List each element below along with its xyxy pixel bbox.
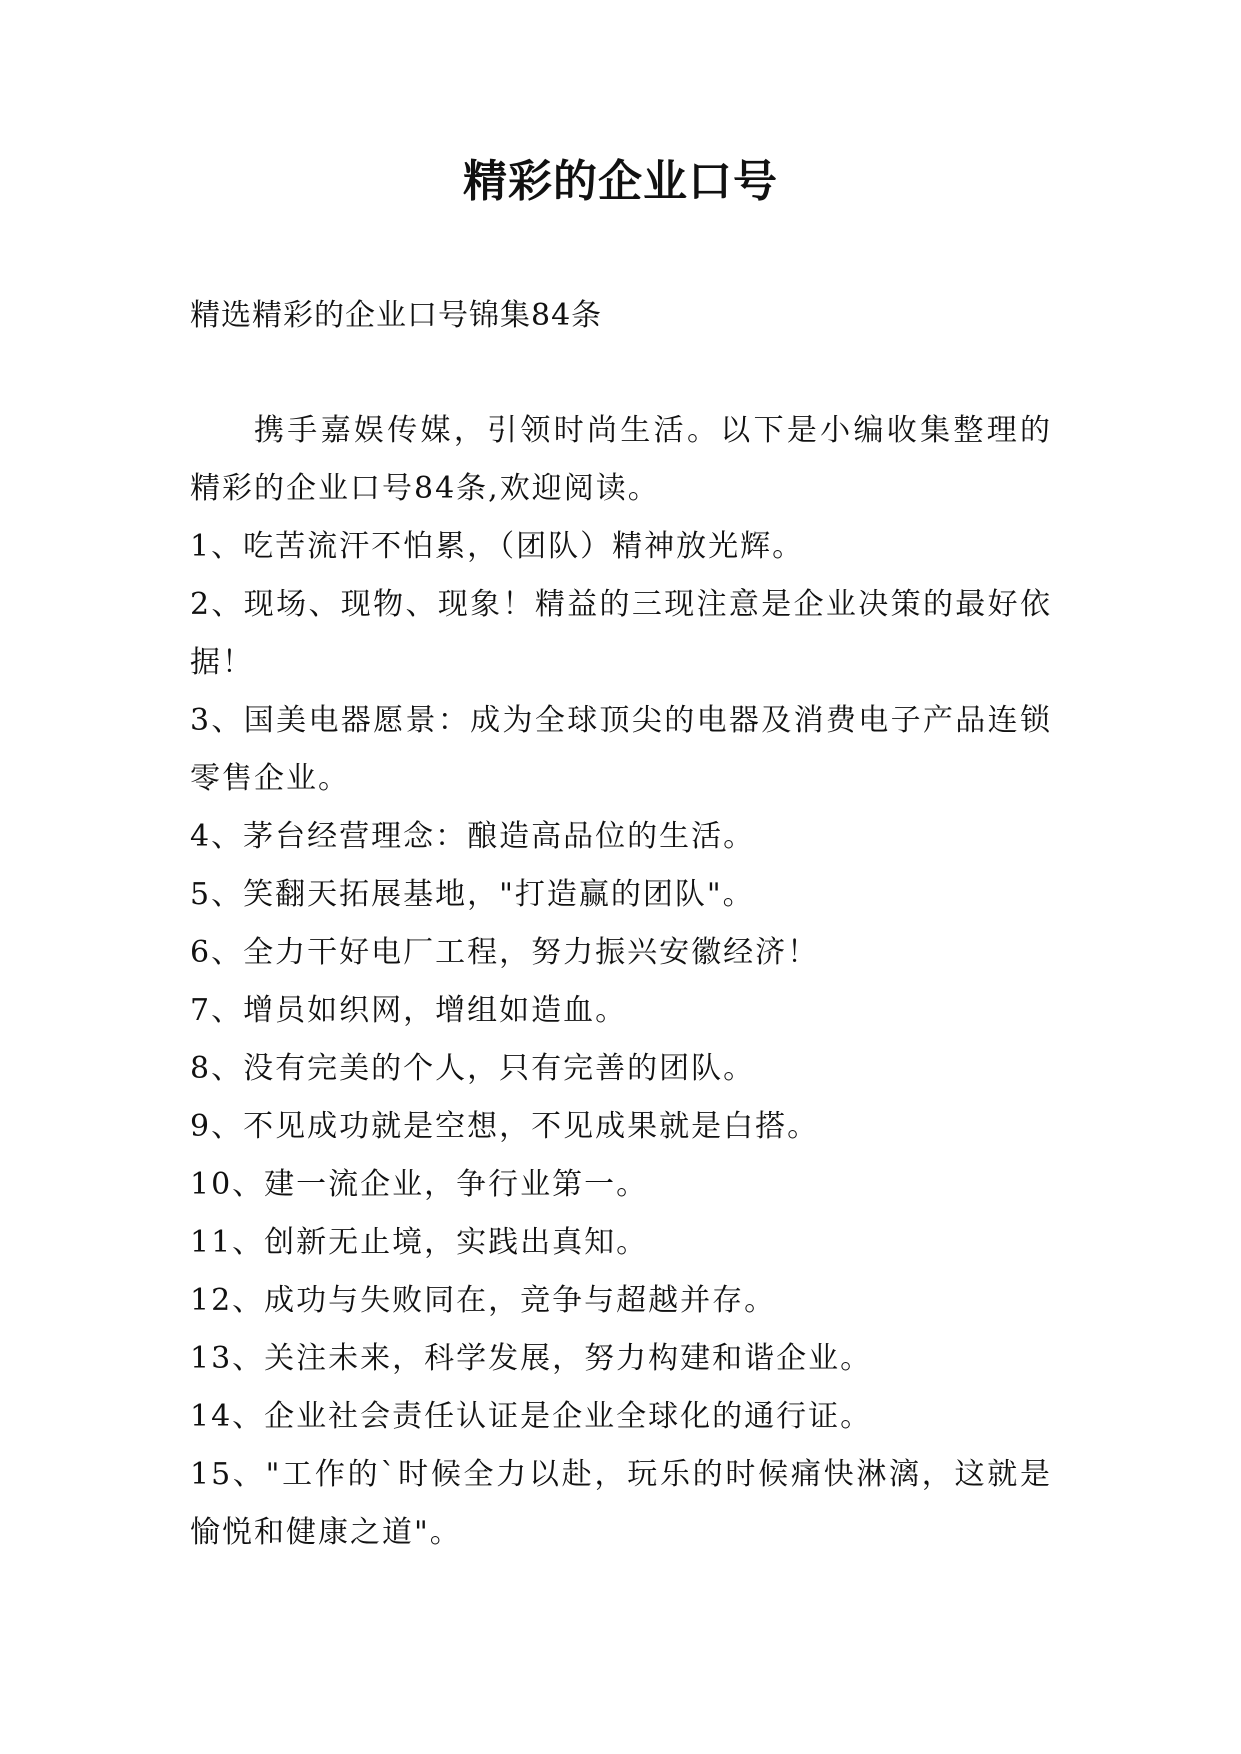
slogan-item-7: 7、增员如织网，增组如造血。 — [190, 993, 628, 1028]
intro-paragraph: 携手嘉娱传媒，引领时尚生活。以下是小编收集整理的精彩的企业口号84条,欢迎阅读。 — [190, 413, 1052, 506]
slogan-item-5: 5、笑翻天拓展基地，"打造赢的团队"。 — [190, 877, 755, 912]
slogan-item-6: 6、全力干好电厂工程，努力振兴安徽经济！ — [190, 935, 820, 970]
slogan-item-11: 11、创新无止境，实践出真知。 — [190, 1225, 649, 1260]
slogan-item-14: 14、企业社会责任认证是企业全球化的通行证。 — [190, 1399, 873, 1434]
slogan-item-3: 3、国美电器愿景：成为全球顶尖的电器及消费电子产品连锁零售企业。 — [190, 703, 1052, 796]
slogan-item-12: 12、成功与失败同在，竞争与超越并存。 — [190, 1283, 777, 1318]
slogan-item-2: 2、现场、现物、现象！精益的三现注意是企业决策的最好依据！ — [190, 587, 1052, 680]
slogan-item-13: 13、关注未来，科学发展，努力构建和谐企业。 — [190, 1341, 873, 1376]
slogan-item-8: 8、没有完美的个人，只有完善的团队。 — [190, 1051, 756, 1086]
slogan-item-4: 4、茅台经营理念：酿造高品位的生活。 — [190, 819, 756, 854]
slogan-item-9: 9、不见成功就是空想，不见成果就是白搭。 — [190, 1109, 820, 1144]
slogan-item-15: 15、"工作的`时候全力以赴，玩乐的时候痛快淋漓，这就是愉悦和健康之道"。 — [190, 1457, 1052, 1550]
slogan-item-1: 1、吃苦流汗不怕累，（团队）精神放光辉。 — [190, 529, 805, 564]
slogan-item-10: 10、建一流企业，争行业第一。 — [190, 1167, 649, 1202]
document-body — [190, 402, 1052, 1562]
document-title: 精彩的企业口号 — [463, 156, 778, 207]
document-subtitle: 精选精彩的企业口号锦集84条 — [190, 298, 603, 333]
